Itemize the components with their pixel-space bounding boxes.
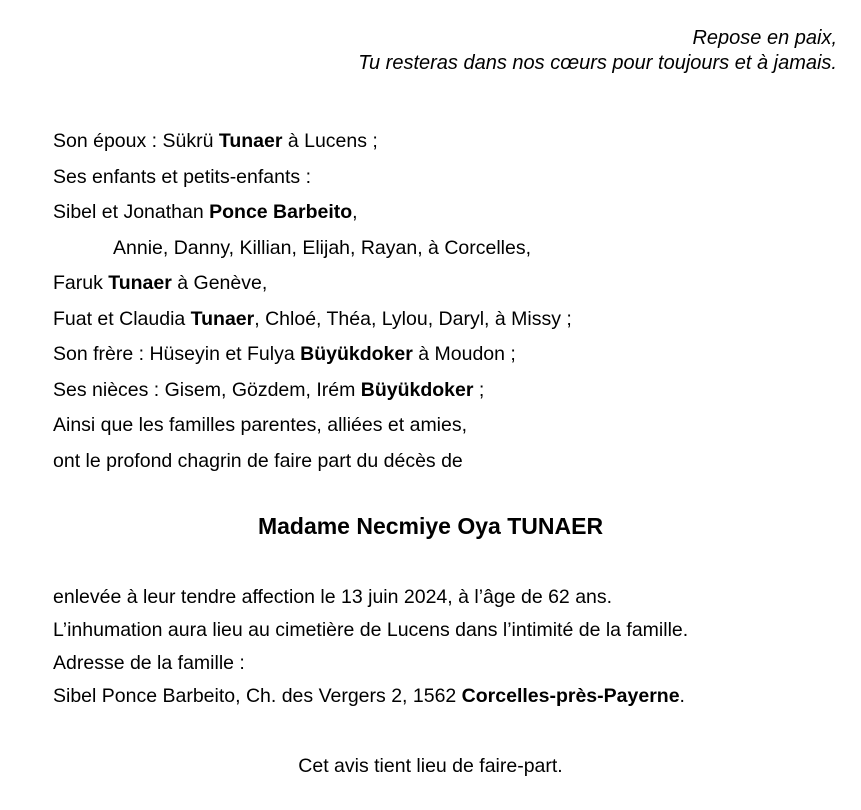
detail-line-address-header: [53, 647, 688, 680]
epigraph-line-1: Repose en paix,: [692, 27, 837, 49]
text-segment-bold: Tunaer: [190, 307, 255, 330]
family-announcement: [53, 124, 572, 479]
family-line-nieces: [53, 373, 572, 409]
detail-line-death: [53, 581, 688, 614]
detail-line-address: [53, 680, 688, 713]
text-segment-bold: Corcelles-près-Payerne: [461, 685, 680, 707]
text-segment: à Genève,: [171, 272, 268, 294]
deceased-name: Madame Necmiye Oya TUNAER: [257, 513, 604, 539]
text-segment: L’inhumation aura lieu au cimetière de Lucens dans l’intimité de la famille.: [53, 619, 689, 641]
family-line-brother: [53, 337, 572, 373]
family-line-grandchildren: [53, 231, 572, 267]
family-line-son-fuat: [53, 302, 572, 338]
text-segment-bold: Büyükdoker: [360, 378, 474, 401]
text-segment-bold: Büyükdoker: [300, 343, 413, 365]
family-line-daughter: [53, 195, 572, 231]
text-segment: ont le profond chagrin de faire part du décès de: [53, 449, 463, 472]
family-line-relatives: [53, 408, 572, 444]
text-segment: Ses nièces : Gisem, Gözdem, Irém: [53, 378, 361, 401]
detail-line-burial: [53, 614, 688, 647]
family-line-son-faruk: [53, 266, 572, 302]
text-segment: Fuat et Claudia: [53, 307, 191, 330]
family-line-spouse: [53, 124, 572, 160]
text-segment-bold: Tunaer: [218, 130, 283, 152]
text-segment: enlevée à leur tendre affection le 13 juin 2024, à l’âge de 62 ans.: [53, 586, 613, 608]
text-segment: Son époux : Sükrü: [53, 130, 219, 152]
text-segment: Faruk: [53, 272, 109, 294]
text-segment: ;: [473, 378, 485, 401]
text-segment: Sibel Ponce Barbeito, Ch. des Vergers 2, 1562: [53, 685, 462, 707]
epigraph-line-2: Tu resteras dans nos cœurs pour toujours et à jamais.: [358, 52, 837, 74]
text-segment: à Lucens ;: [282, 130, 378, 152]
text-segment: .: [679, 685, 685, 707]
text-segment: Adresse de la famille :: [53, 652, 245, 674]
text-segment-bold: Ponce Barbeito: [209, 201, 353, 223]
text-segment: ,: [352, 201, 358, 223]
text-segment: Ainsi que les familles parentes, alliées et amies,: [53, 414, 468, 436]
funeral-details: [53, 581, 688, 713]
text-segment-bold: Tunaer: [108, 272, 172, 294]
text-segment: à Moudon ;: [412, 343, 516, 365]
text-segment: Annie, Danny, Killian, Elijah, Rayan, à Corcelles,: [113, 236, 532, 259]
epigraph: [358, 26, 837, 76]
family-line-grief: [53, 444, 572, 480]
footer-note: Cet avis tient lieu de faire-part.: [298, 755, 563, 777]
text-segment: Son frère : Hüseyin et Fulya: [53, 343, 301, 365]
text-segment: Sibel et Jonathan: [53, 201, 210, 223]
family-line-children-header: [53, 160, 572, 196]
text-segment: Ses enfants et petits-enfants :: [53, 165, 311, 188]
text-segment: , Chloé, Théa, Lylou, Daryl, à Missy ;: [254, 307, 572, 330]
